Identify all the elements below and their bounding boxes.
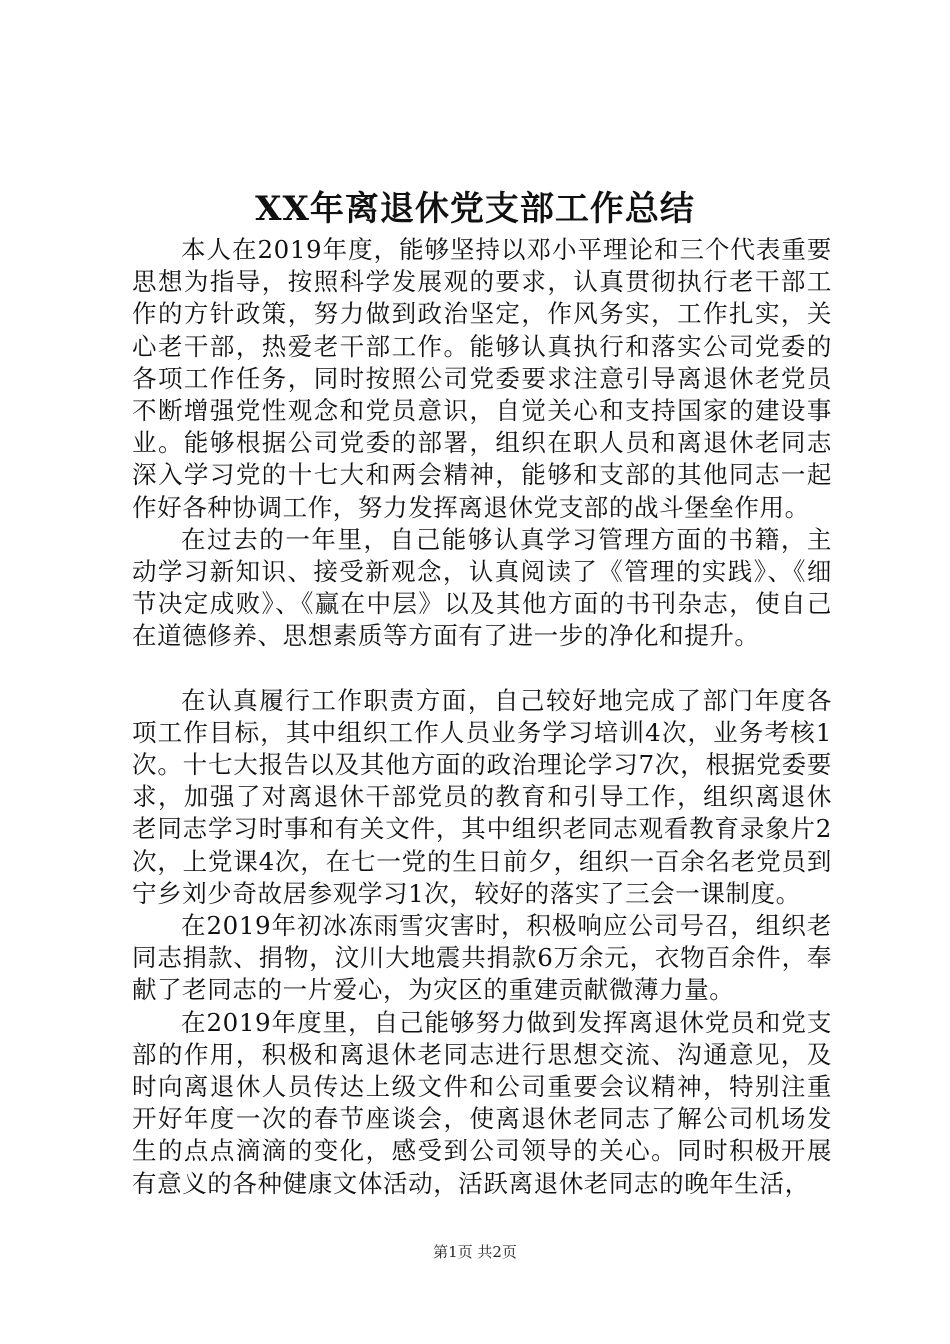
paragraph-2: 在过去的一年里，自己能够认真学习管理方面的书籍，主动学习新知识、接受新观念，认真阅读了《管理的实践》、《细节决定成败》、《赢在中层》以及其他方面的书刊杂志，使自己在道德修养、思想素质等方面有了进一步的净化和提升。	[132, 524, 832, 651]
document-body	[132, 234, 832, 1200]
paragraph-5: 在2019年度里，自己能够努力做到发挥离退休党员和党支部的作用，积极和离退休老同志进行思想交流、沟通意见，及时向离退休人员传达上级文件和公司重要会议精神，特别注重开好年度一次的春节座谈会，使离退休老同志了解公司机场发生的点点滴滴的变化，感受到公司领导的关心。同时积极开展有意义的各种健康文体活动，活跃离退休老同志的晚年生活，	[132, 1007, 832, 1198]
document-title: XX年离退休党支部工作总结	[255, 189, 695, 229]
paragraph-4: 在2019年初冰冻雨雪灾害时，积极响应公司号召，组织老同志捐款、捐物，汶川大地震共捐款6万余元，衣物百余件，奉献了老同志的一片爱心，为灾区的重建贡献微薄力量。	[132, 911, 832, 1005]
page-footer: 第1页 共2页	[433, 1243, 517, 1261]
paragraph-3: 在认真履行工作职责方面，自己较好地完成了部门年度各项工作目标，其中组织工作人员业务学习培训4次，业务考核1次。十七大报告以及其他方面的政治理论学习7次，根据党委要求，加强了对离退休干部党员的教育和引导工作，组织离退休老同志学习时事和有关文件，其中组织老同志观看教育录象片2次，上党课4次，在七一党的生日前夕，组织一百余名老党员到宁乡刘少奇故居参观学习1次，较好的落实了三会一课制度。	[132, 685, 832, 908]
paragraph-1: 本人在2019年度，能够坚持以邓小平理论和三个代表重要思想为指导，按照科学发展观的要求，认真贯彻执行老干部工作的方针政策，努力做到政治坚定，作风务实，工作扎实，关心老干部，热爱老干部工作。能够认真执行和落实公司党委的各项工作任务，同时按照公司党委要求注意引导离退休老党员不断增强党性观念和党员意识，自觉关心和支持国家的建设事业。能够根据公司党委的部署，组织在职人员和离退休老同志深入学习党的十七大和两会精神，能够和支部的其他同志一起作好各种协调工作，努力发挥离退休党支部的战斗堡垒作用。	[132, 235, 832, 522]
